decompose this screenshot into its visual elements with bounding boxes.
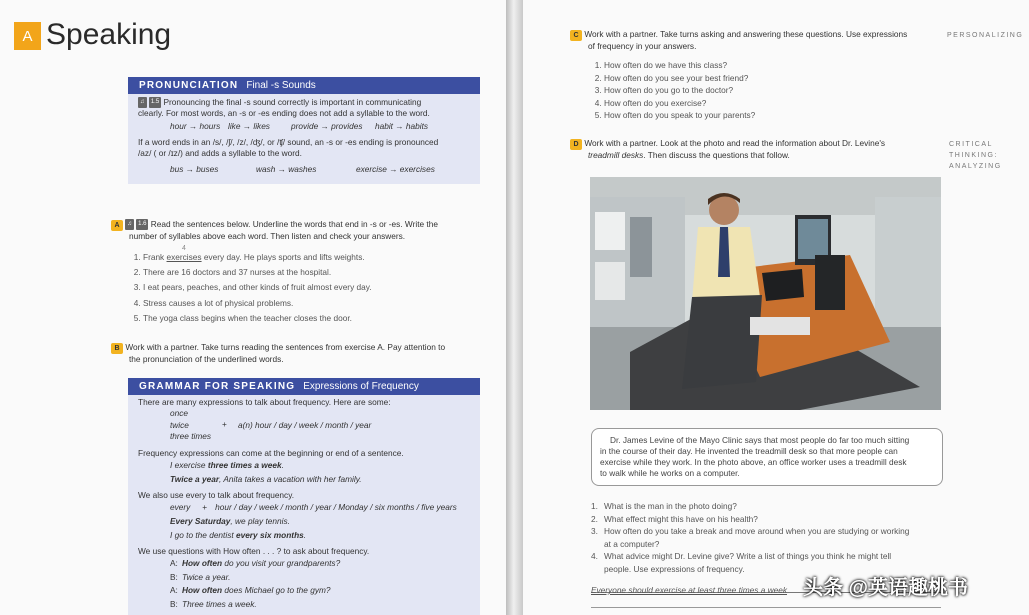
question-text: What advice might Dr. Levine give? Write a list of things you think he might tell xyxy=(604,551,892,561)
audio-icon: ♫ xyxy=(138,97,147,108)
intro-line-2: clearly. For most words, an -s or -es ending does not add a syllable to the word. xyxy=(138,108,430,119)
dialog-bold: How often xyxy=(182,585,223,595)
example-word: wash → washes xyxy=(256,164,317,175)
list-item: 5. The yoga class begins when the teacher closes the door. xyxy=(143,311,503,326)
pronunciation-label: PRONUNCIATION xyxy=(139,80,239,91)
question-text: people. Use expressions of frequency. xyxy=(604,563,745,574)
dialog xyxy=(138,557,470,611)
track-number: 1.6 xyxy=(136,219,148,230)
ex-text: I go to the dentist xyxy=(170,530,236,540)
ex-text: . xyxy=(303,530,307,540)
side-label-line: CRITICAL THINKING: xyxy=(949,141,998,159)
audio-icon: ♫ xyxy=(125,219,134,230)
frequency-formula xyxy=(138,408,470,444)
info-box xyxy=(591,428,943,486)
underlined-word: exercises xyxy=(166,252,202,262)
grammar-intro: There are many expressions to talk about frequency. Here are some: xyxy=(138,397,391,407)
list-item: 2. How often do you see your best friend? xyxy=(604,72,954,85)
section-letter: A xyxy=(14,22,41,50)
list-item xyxy=(143,250,503,265)
exercise-a-badge: A xyxy=(111,220,123,231)
every-formula xyxy=(138,501,470,513)
pronunciation-topic: Final -s Sounds xyxy=(246,80,316,91)
example-word: exercise → exercises xyxy=(356,164,435,175)
pronunciation-rule xyxy=(138,137,470,159)
pronunciation-header xyxy=(128,77,480,94)
grammar-label: GRAMMAR FOR SPEAKING xyxy=(139,381,296,392)
item-text: every day. He plays sports and lifts weights. xyxy=(201,252,365,262)
ex-bold: three times a week xyxy=(207,460,282,470)
frequency-tail: a(n) hour / day / week / month / year xyxy=(238,420,372,430)
side-label-line: ANALYZING xyxy=(949,163,1002,170)
list-item: 1. What is the man in the photo doing? xyxy=(591,501,737,511)
pronunciation-box xyxy=(128,77,480,184)
treadmill-desk-photo xyxy=(590,177,941,410)
right-page xyxy=(523,0,1029,615)
ex-bold: Twice a year xyxy=(170,474,220,484)
question-text: What is the man in the photo doing? xyxy=(604,501,737,511)
info-line: Dr. James Levine of the Mayo Clinic says that most people do far too much sitting xyxy=(610,435,910,445)
example-word: habit → habits xyxy=(375,121,429,132)
rule-line-2: /az/ ( or /ɪz/) and adds a syllable to the word. xyxy=(138,148,302,159)
freq-word: once xyxy=(170,408,188,418)
personalizing-label: PERSONALIZING xyxy=(947,32,1024,39)
list-item xyxy=(591,538,951,551)
dialog-text: do you visit your grandparents? xyxy=(222,558,341,568)
freq-word: three times xyxy=(170,431,212,441)
plus-sign: + xyxy=(202,502,208,512)
example-word: like → likes xyxy=(228,121,270,132)
list-item: 3. How often do you take a break and move around when you are studying or working xyxy=(591,526,910,536)
rule-line-1: If a word ends in an /s/, /ʃ/, /z/, /ʤ/, or /ʧ/ sound, an -s or -es ending is pronounced xyxy=(138,137,439,148)
every-tail: hour / day / week / month / year / Monday / six months / five years xyxy=(215,502,457,512)
exercise-b-line-2: the pronunciation of the underlined words. xyxy=(129,354,284,364)
exercise-d-italic: treadmill desks xyxy=(588,150,644,160)
exercise-d-line-2: . Then discuss the questions that follow. xyxy=(643,150,790,160)
dialog-text: Three times a week. xyxy=(182,598,257,609)
dialog-text: Twice a year. xyxy=(182,571,231,582)
exercise-b-badge: B xyxy=(111,343,123,354)
list-item: 3. I eat pears, peaches, and other kinds of fruit almost every day. xyxy=(143,280,503,295)
exercise-a-line-1: Read the sentences below. Underline the words that end in -s or -es. Write the xyxy=(150,219,438,229)
exercise-a-line-2: number of syllables above each word. Then listen and check your answers. xyxy=(129,231,406,241)
list-item: 5. How often do you speak to your parents? xyxy=(604,109,954,122)
exercise-c-line-1: Work with a partner. Take turns asking and answering these questions. Use expressions xyxy=(584,29,908,39)
list-item: 4. What advice might Dr. Levine give? Write a list of things you think he might tell xyxy=(591,551,892,561)
ex-text: , we play tennis. xyxy=(230,516,290,526)
exercise-d-line-1: Work with a partner. Look at the photo and read the information about Dr. Levine's xyxy=(584,138,886,148)
exercise-c-instructions xyxy=(570,29,950,52)
speaker: B: xyxy=(170,598,178,609)
ex-bold: every six months xyxy=(235,530,304,540)
pronunciation-intro xyxy=(138,97,470,119)
info-line: exercise while they work. In the photo above, an office worker uses a treadmill desk xyxy=(600,457,907,467)
speaker: A: xyxy=(170,585,178,595)
every-rule: We also use every to talk about frequency. xyxy=(138,490,295,500)
syllable-annotation: 4 xyxy=(182,245,186,252)
example-word: provide → provides xyxy=(291,121,363,132)
speaker: B: xyxy=(170,571,178,582)
exercise-d-instructions xyxy=(570,138,950,161)
example-sentence xyxy=(138,473,470,485)
exercise-a-instructions xyxy=(111,219,486,242)
ex-text: . xyxy=(281,460,284,470)
intro-line-1: Pronouncing the final -s sound correctly is important in communicating xyxy=(163,97,422,107)
exercise-d-badge: D xyxy=(570,139,582,150)
list-item: 2. What effect might this have on his health? xyxy=(591,513,758,524)
example-sentence xyxy=(138,515,470,527)
page-title: Speaking xyxy=(46,18,172,51)
list-item: 4. Stress causes a lot of physical problems. xyxy=(143,296,503,311)
example-sentence xyxy=(138,529,470,541)
critical-thinking-label xyxy=(949,139,1029,172)
freq-word: twice xyxy=(170,419,189,430)
question-text: at a computer? xyxy=(604,538,660,549)
ex-text: , Anita takes a vacation with her family. xyxy=(219,474,362,484)
speaker: A: xyxy=(170,558,178,568)
grammar-header xyxy=(128,378,480,395)
example-word: bus → buses xyxy=(170,164,219,175)
question-rule: We use questions with How often . . . ? to ask about frequency. xyxy=(138,546,370,556)
plus-sign: + xyxy=(222,419,227,429)
examples-row-2 xyxy=(138,163,470,175)
examples-row-1 xyxy=(138,120,470,132)
list-item: 1. How often do we have this class? xyxy=(604,59,954,72)
exercise-b-line-1: Work with a partner. Take turns reading the sentences from exercise A. Pay attention to xyxy=(125,342,446,352)
exercise-b-instructions xyxy=(111,342,491,365)
info-line: to walk while he works on a computer. xyxy=(600,468,740,478)
office-scene-illustration xyxy=(590,177,941,410)
exercise-a-list xyxy=(128,250,503,326)
list-item: 4. How often do you exercise? xyxy=(604,97,954,110)
left-page xyxy=(0,0,506,615)
blank-writing-line xyxy=(591,607,941,608)
dialog-line xyxy=(170,584,470,598)
list-item: 3. How often do you go to the doctor? xyxy=(604,84,954,97)
grammar-box xyxy=(128,378,480,615)
exercise-c-list xyxy=(589,59,954,122)
frequency-words xyxy=(170,408,211,443)
ex-text: I exercise xyxy=(170,460,208,470)
ex-bold: Every Saturday xyxy=(170,516,231,526)
answer-example: Everyone should exercise at least three times a week xyxy=(591,585,787,595)
exercise-c-line-2: of frequency in your answers. xyxy=(588,41,697,51)
exercise-c-badge: C xyxy=(570,30,582,41)
dialog-text: does Michael go to the gym? xyxy=(222,585,331,595)
dialog-bold: How often xyxy=(182,558,223,568)
list-item: 2. There are 16 doctors and 37 nurses at the hospital. xyxy=(143,265,503,280)
info-text xyxy=(592,429,942,479)
example-sentence xyxy=(138,459,470,471)
book-gutter xyxy=(506,0,523,615)
dialog-line xyxy=(170,557,470,571)
exercise-d-list xyxy=(591,500,951,575)
dialog-line xyxy=(170,571,470,585)
question-text: How often do you take a break and move around when you are studying or working xyxy=(604,526,910,536)
every-word: every xyxy=(170,502,191,512)
watermark: 头条 @英语趣桃书 xyxy=(803,577,969,599)
example-word: hour → hours xyxy=(170,121,221,132)
item-text: Frank xyxy=(143,252,167,262)
dialog-line xyxy=(170,598,470,612)
info-line: in the course of their day. He invented the treadmill desk so that more people can xyxy=(600,446,898,456)
question-text: What effect might this have on his health? xyxy=(604,513,758,524)
position-rule: Frequency expressions can come at the beginning or end of a sentence. xyxy=(138,448,404,458)
grammar-topic: Expressions of Frequency xyxy=(303,381,419,392)
track-number: 1.5 xyxy=(149,97,161,108)
